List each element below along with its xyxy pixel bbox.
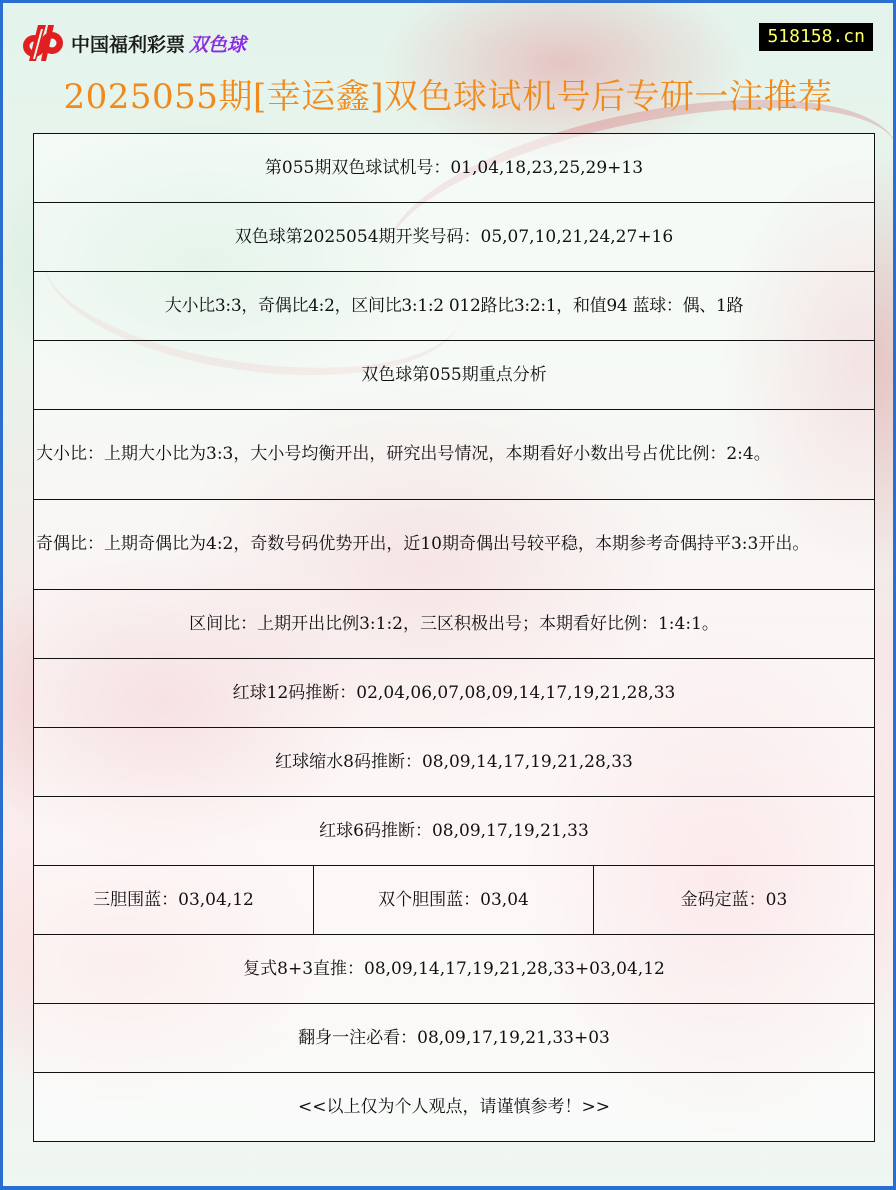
table-row	[34, 797, 875, 866]
table-row	[34, 134, 875, 203]
table-row	[34, 341, 875, 410]
red-12-cell: 红球12码推断：02,04,06,07,08,09,14,17,19,21,28,33	[34, 659, 875, 728]
red-6-cell: 红球6码推断：08,09,17,19,21,33	[34, 797, 875, 866]
table-row	[34, 500, 875, 590]
cwl-logo-icon	[21, 23, 67, 63]
logo-game-name: 双色球	[189, 33, 247, 56]
table-row	[34, 935, 875, 1004]
page-title: 2025055期[幸运鑫]双色球试机号后专研一注推荐	[63, 77, 833, 117]
disclaimer-cell: <<以上仅为个人观点，请谨慎参考！>>	[34, 1073, 875, 1142]
table-row	[34, 1073, 875, 1142]
size-ratio-cell: 大小比：上期大小比为3:3，大小号均衡开出，研究出号情况，本期看好小数出号占优比例：2:4。	[34, 410, 875, 500]
site-badge[interactable]: 518158.cn	[759, 23, 873, 51]
last-draw-cell: 双色球第2025054期开奖号码：05,07,10,21,24,27+16	[34, 203, 875, 272]
blue-two-cell: 双个胆围蓝：03,04	[314, 866, 594, 935]
logo-text: 中国福利彩票	[71, 33, 186, 56]
red-8-cell: 红球缩水8码推断：08,09,14,17,19,21,28,33	[34, 728, 875, 797]
table-row	[34, 272, 875, 341]
table-row	[34, 659, 875, 728]
analysis-heading-cell: 双色球第055期重点分析	[34, 341, 875, 410]
table-row	[34, 1004, 875, 1073]
table-row	[34, 866, 875, 935]
table-row	[34, 590, 875, 659]
prediction-table	[33, 133, 875, 1142]
table-row	[34, 203, 875, 272]
welfare-lottery-logo	[21, 23, 246, 63]
table-row	[34, 728, 875, 797]
blue-three-cell: 三胆围蓝：03,04,12	[34, 866, 314, 935]
trial-numbers-cell: 第055期双色球试机号：01,04,18,23,25,29+13	[34, 134, 875, 203]
blue-gold-cell: 金码定蓝：03	[594, 866, 875, 935]
single-pick-cell: 翻身一注必看：08,09,17,19,21,33+03	[34, 1004, 875, 1073]
zone-ratio-cell: 区间比：上期开出比例3:1:2，三区积极出号；本期看好比例：1:4:1。	[34, 590, 875, 659]
odd-even-cell: 奇偶比：上期奇偶比为4:2，奇数号码优势开出，近10期奇偶出号较平稳，本期参考奇偶持平3:3开出。	[34, 500, 875, 590]
compound-cell: 复式8+3直推：08,09,14,17,19,21,28,33+03,04,12	[34, 935, 875, 1004]
last-stats-cell: 大小比3:3，奇偶比4:2，区间比3:1:2 012路比3:2:1，和值94 蓝球：偶、1路	[34, 272, 875, 341]
table-row	[34, 410, 875, 500]
